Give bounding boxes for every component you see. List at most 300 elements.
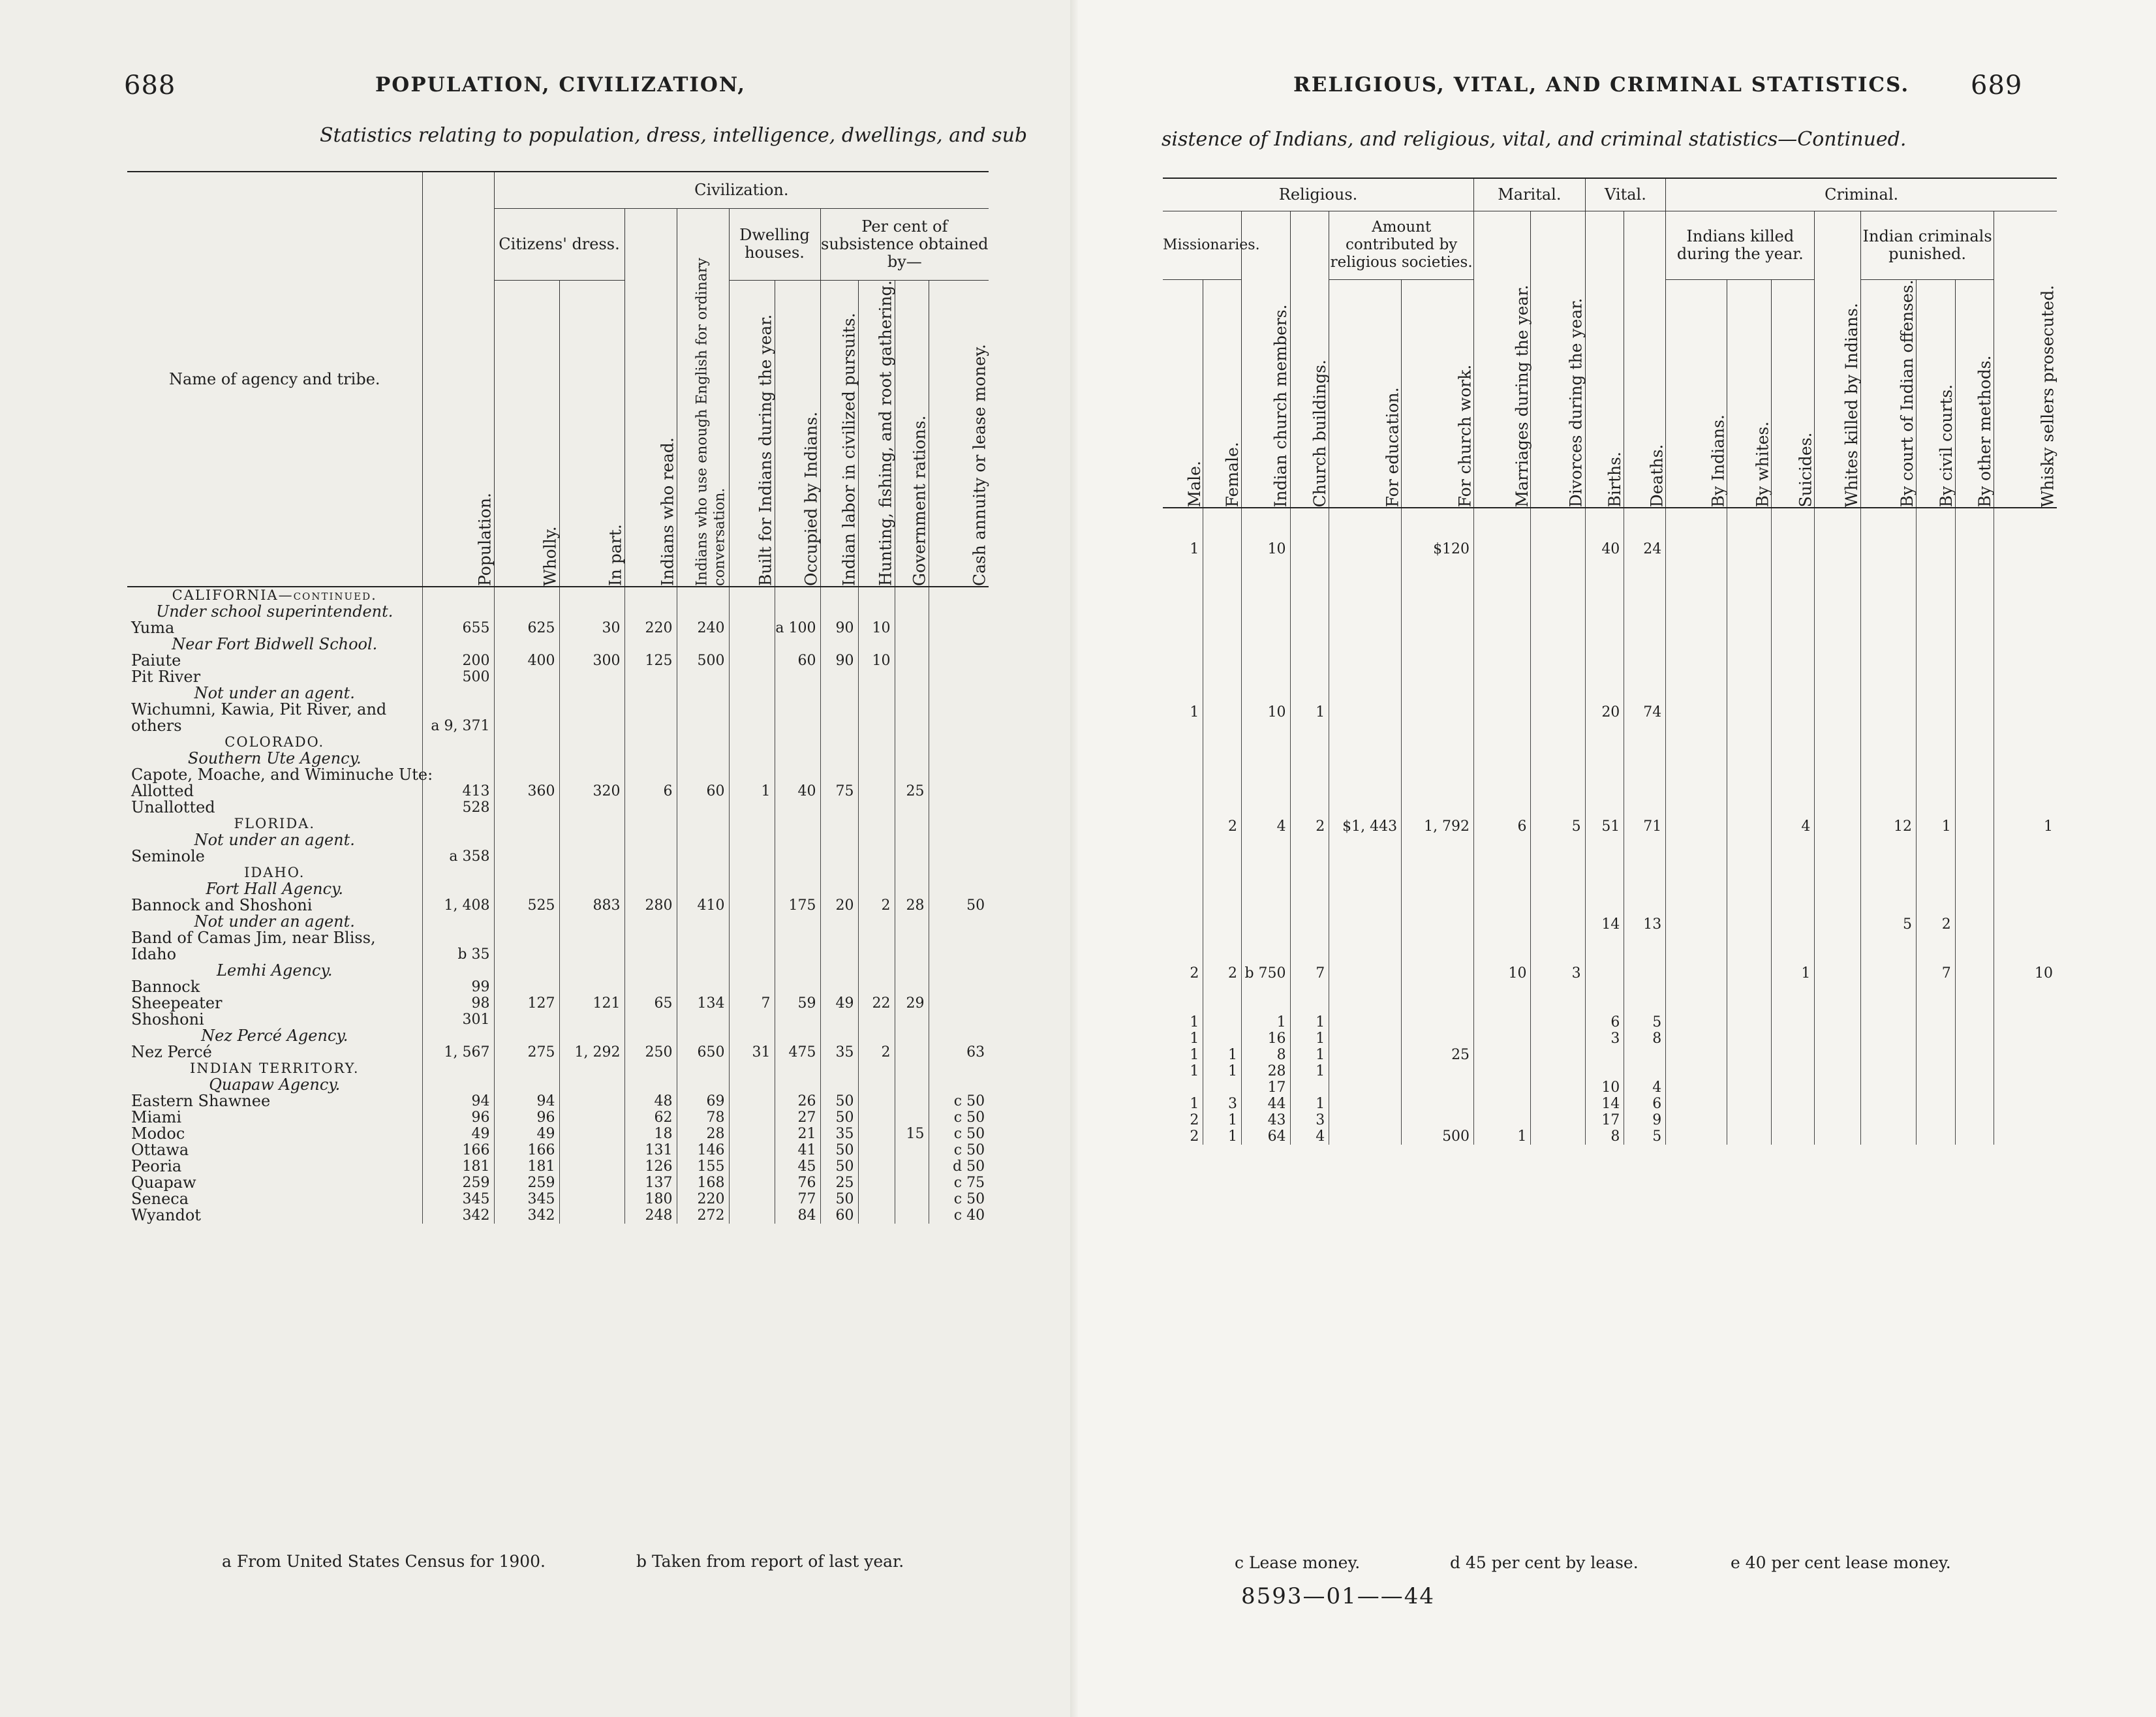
stat-cell [1666, 623, 1727, 639]
stat-cell [1955, 508, 1994, 525]
stat-cell [1815, 884, 1860, 900]
stat-cell [1955, 965, 1994, 982]
stat-cell [1815, 639, 1860, 655]
stat-cell [1666, 590, 1727, 606]
cell-rat [895, 979, 929, 995]
stat-cell: 8 [1624, 1030, 1666, 1047]
cell-cash [929, 620, 989, 636]
stat-cell [1585, 1063, 1624, 1079]
stat-cell [1772, 1063, 1815, 1079]
empty-cell [422, 636, 494, 653]
table-row [1163, 606, 2057, 623]
table-row [1163, 1014, 2057, 1030]
stat-cell [1994, 900, 2057, 916]
empty-cell [775, 963, 820, 979]
empty-cell [624, 1077, 677, 1093]
empty-cell [820, 1077, 858, 1093]
empty-cell [677, 1077, 729, 1093]
stat-cell [1203, 574, 1242, 590]
cell-wholly [494, 799, 559, 816]
cell-rat [895, 1012, 929, 1028]
stat-cell [1329, 1063, 1402, 1079]
stat-cell [1531, 998, 1585, 1014]
signature-mark: 8593—01——44 [1241, 1583, 1436, 1609]
empty-cell [422, 881, 494, 897]
stat-cell [1585, 688, 1624, 704]
table-row [127, 1060, 989, 1077]
agency-heading: Not under an agent. [194, 912, 355, 931]
stat-cell [1624, 672, 1666, 688]
stat-cell [1624, 949, 1666, 965]
stat-cell: 1 [1203, 1063, 1242, 1079]
stat-cell [1474, 525, 1531, 541]
stat-cell: 43 [1241, 1112, 1290, 1128]
table-row [1163, 1047, 2057, 1063]
stat-cell [1727, 900, 1772, 916]
stat-cell [1955, 672, 1994, 688]
stat-cell [1203, 606, 1242, 623]
cell-part [559, 1109, 624, 1126]
agency-heading: Near Fort Bidwell School. [172, 635, 378, 653]
stat-cell [1531, 982, 1585, 998]
stat-cell [1402, 965, 1474, 982]
stat-cell [1531, 606, 1585, 623]
empty-cell [494, 685, 559, 702]
empty-cell [729, 832, 775, 848]
stat-cell [1666, 1063, 1727, 1079]
stat-cell [1815, 818, 1860, 835]
cell-part [559, 669, 624, 685]
stat-cell [1241, 606, 1290, 623]
cell-hunt [858, 767, 895, 783]
cell-labor: 50 [820, 1093, 858, 1109]
cell-pop: 99 [422, 979, 494, 995]
stat-cell [1994, 1047, 2057, 1063]
stat-cell: 10 [1474, 965, 1531, 982]
empty-cell [729, 685, 775, 702]
empty-cell [559, 1028, 624, 1044]
stat-cell [1163, 688, 1203, 704]
empty-cell [729, 963, 775, 979]
empty-cell [624, 587, 677, 604]
empty-cell [820, 636, 858, 653]
empty-cell [820, 865, 858, 881]
stat-cell [1531, 1047, 1585, 1063]
stat-cell [1585, 753, 1624, 769]
stat-cell [1917, 835, 1956, 851]
stat-cell [1402, 525, 1474, 541]
stat-cell [1585, 900, 1624, 916]
stat-cell [1474, 508, 1531, 525]
stat-cell [1994, 884, 2057, 900]
cell-hunt [858, 1191, 895, 1207]
stat-cell [1329, 574, 1402, 590]
table-row [127, 897, 989, 914]
cell-cash: 50 [929, 897, 989, 914]
stat-cell [1994, 998, 2057, 1014]
stat-cell [1917, 851, 1956, 867]
stat-cell: 6 [1624, 1096, 1666, 1112]
cell-occ: 475 [775, 1044, 820, 1060]
cell-hunt: 2 [858, 1044, 895, 1060]
stat-cell [1955, 867, 1994, 884]
stat-cell [1329, 639, 1402, 655]
stat-cell [1815, 1047, 1860, 1063]
stat-cell [1955, 786, 1994, 802]
stat-cell: 74 [1624, 704, 1666, 720]
stat-cell: 5 [1624, 1128, 1666, 1145]
cell-cash [929, 702, 989, 718]
table-row [127, 1093, 989, 1109]
stat-cell [1917, 1096, 1956, 1112]
stat-cell [1474, 916, 1531, 933]
stat-cell [1727, 851, 1772, 867]
empty-cell [929, 734, 989, 750]
cell-occ [775, 718, 820, 734]
empty-cell [422, 1028, 494, 1044]
cell-labor: 20 [820, 897, 858, 914]
stat-cell [1666, 769, 1727, 786]
stat-cell: 1 [1190, 1047, 1199, 1064]
empty-cell [929, 881, 989, 897]
stat-cell [1772, 916, 1815, 933]
header-suicides: Suicides. [1772, 279, 1815, 508]
stat-cell [1329, 802, 1402, 818]
stat-cell: $120 [1402, 541, 1474, 557]
stat-cell [1727, 818, 1772, 835]
empty-cell [858, 865, 895, 881]
stat-cell [1994, 753, 2057, 769]
cell-hunt [858, 1012, 895, 1028]
empty-cell [929, 1028, 989, 1044]
cell-labor: 50 [820, 1109, 858, 1126]
stat-cell [1860, 639, 1916, 655]
cell-read: 125 [624, 653, 677, 669]
cell-read: 48 [624, 1093, 677, 1109]
stat-cell [1772, 884, 1815, 900]
state-heading: INDIAN TERRITORY. [190, 1060, 360, 1076]
cell-wholly [494, 1012, 559, 1028]
empty-cell [559, 914, 624, 930]
stat-cell [1815, 720, 1860, 737]
stat-cell [1163, 818, 1203, 835]
stat-cell [1474, 557, 1531, 574]
stat-cell [1727, 835, 1772, 851]
stat-cell [1994, 786, 2057, 802]
stat-cell: 10 [1241, 704, 1290, 720]
table-row [127, 604, 989, 620]
stat-cell [1727, 1047, 1772, 1063]
stat-cell [1666, 655, 1727, 672]
stat-cell [1917, 672, 1956, 688]
stat-cell [1290, 786, 1329, 802]
cell-occ: 175 [775, 897, 820, 914]
cell-pop: a 358 [422, 848, 494, 865]
cell-built [729, 848, 775, 865]
cell-occ: 21 [775, 1126, 820, 1142]
cell-pop: 98 [422, 995, 494, 1012]
stat-cell [1860, 1014, 1916, 1030]
empty-cell [677, 832, 729, 848]
cell-built [729, 946, 775, 963]
tribe-name: Modoc [131, 1124, 185, 1143]
stat-cell [1917, 557, 1956, 574]
stat-cell [1290, 835, 1329, 851]
stat-cell [1241, 982, 1290, 998]
stat-cell [1815, 933, 1860, 949]
stat-cell [1531, 884, 1585, 900]
cell-pop: 166 [422, 1142, 494, 1158]
empty-cell [820, 604, 858, 620]
stat-cell [1585, 965, 1624, 982]
table-row [1163, 1079, 2057, 1096]
stat-cell [1994, 688, 2057, 704]
header-marriages: Marriages during the year. [1474, 211, 1531, 508]
stat-cell [1474, 835, 1531, 851]
cell-cash [929, 1012, 989, 1028]
stat-cell: 1, 792 [1402, 818, 1474, 835]
table-row [1163, 949, 2057, 965]
table-row [127, 685, 989, 702]
stat-cell [1860, 900, 1916, 916]
cell-occ [775, 669, 820, 685]
cell-labor: 50 [820, 1158, 858, 1175]
stat-cell [1666, 982, 1727, 998]
cell-hunt [858, 848, 895, 865]
stat-cell [1329, 900, 1402, 916]
tribe-name: Bannock and Shoshoni [131, 896, 313, 914]
stat-cell [1994, 769, 2057, 786]
table-row [1163, 574, 2057, 590]
table-row [127, 881, 989, 897]
stat-cell [1666, 1128, 1727, 1145]
stat-cell [1815, 541, 1860, 557]
cell-wholly: 342 [494, 1207, 559, 1224]
stat-cell [1203, 623, 1242, 639]
stat-cell [1474, 623, 1531, 639]
empty-cell [895, 865, 929, 881]
stat-cell [1531, 737, 1585, 753]
header-indians-killed: Indians killed during the year. [1666, 211, 1815, 279]
stat-cell [1772, 606, 1815, 623]
table-row [127, 653, 989, 669]
cell-eng: 28 [677, 1126, 729, 1142]
cell-part: 30 [559, 620, 624, 636]
cell-cash [929, 767, 989, 783]
empty-cell [775, 816, 820, 832]
cell-part [559, 930, 624, 946]
stat-cell [1955, 655, 1994, 672]
cell-cash [929, 653, 989, 669]
empty-cell [895, 816, 929, 832]
table-row [127, 816, 989, 832]
cell-cash: d 50 [929, 1158, 989, 1175]
stat-cell [1917, 933, 1956, 949]
cell-hunt [858, 930, 895, 946]
table-row [1163, 753, 2057, 769]
cell-occ: 26 [775, 1093, 820, 1109]
cell-built [729, 930, 775, 946]
tribe-name: others [131, 717, 182, 735]
stat-cell: 1 [1241, 1014, 1290, 1030]
agency-heading: Southern Ute Agency. [187, 749, 362, 767]
stat-cell: 3 [1203, 1096, 1242, 1112]
stat-cell [1241, 737, 1290, 753]
empty-cell [775, 750, 820, 767]
stat-cell [1241, 851, 1290, 867]
table-row [1163, 720, 2057, 737]
empty-cell [559, 816, 624, 832]
empty-cell [559, 963, 624, 979]
stat-cell [1955, 884, 1994, 900]
stat-cell [1474, 672, 1531, 688]
empty-cell [775, 865, 820, 881]
cell-labor: 25 [820, 1175, 858, 1191]
stat-cell [1163, 982, 1203, 998]
stat-cell: 16 [1241, 1030, 1290, 1047]
table-row [127, 914, 989, 930]
stat-cell [1585, 884, 1624, 900]
stat-cell [1666, 639, 1727, 655]
stat-cell [1815, 1096, 1860, 1112]
cell-read: 220 [624, 620, 677, 636]
stat-cell [1163, 574, 1203, 590]
page-number-right: 689 [1971, 70, 2023, 101]
stat-cell: 1 [1772, 965, 1815, 982]
cell-occ [775, 799, 820, 816]
stat-cell [1203, 835, 1242, 851]
stat-cell [1624, 802, 1666, 818]
empty-cell [895, 881, 929, 897]
cell-pop [422, 930, 494, 946]
stat-cell [1402, 802, 1474, 818]
right-page [1078, 0, 2156, 1717]
stat-cell [1585, 1047, 1624, 1063]
stat-cell [1163, 606, 1203, 623]
cell-eng [677, 718, 729, 734]
stat-cell [1666, 998, 1727, 1014]
cell-part [559, 1012, 624, 1028]
stat-cell [1917, 1014, 1956, 1030]
stat-cell [1917, 753, 1956, 769]
stat-cell [1290, 998, 1329, 1014]
cell-eng: 155 [677, 1158, 729, 1175]
stat-cell [1860, 998, 1916, 1014]
stat-cell [1474, 982, 1531, 998]
empty-cell [559, 832, 624, 848]
empty-cell [858, 1077, 895, 1093]
header-births: Births. [1585, 211, 1624, 508]
table-row [1163, 623, 2057, 639]
stat-cell [1290, 982, 1329, 998]
stat-cell [1727, 949, 1772, 965]
cell-occ: 59 [775, 995, 820, 1012]
header-hunting: Hunting, fishing, and root gathering. [858, 280, 895, 587]
empty-cell [858, 881, 895, 897]
stat-cell [1772, 557, 1815, 574]
stat-cell [1727, 639, 1772, 655]
stat-cell [1772, 998, 1815, 1014]
stat-cell [1727, 753, 1772, 769]
stat-cell [1994, 1079, 2057, 1096]
stat-cell [1727, 557, 1772, 574]
empty-cell [729, 865, 775, 881]
stat-cell [1727, 867, 1772, 884]
cell-cash [929, 946, 989, 963]
cell-rat [895, 930, 929, 946]
stat-cell [1329, 1128, 1402, 1145]
cell-read: 126 [624, 1158, 677, 1175]
stat-cell [1203, 508, 1242, 525]
stat-cell [1290, 688, 1329, 704]
cell-read [624, 848, 677, 865]
cell-built [729, 1093, 775, 1109]
empty-cell [494, 881, 559, 897]
stat-cell [1772, 623, 1815, 639]
stat-cell [1163, 1079, 1203, 1096]
cell-hunt [858, 1126, 895, 1142]
stat-cell: 1 [1203, 1128, 1242, 1145]
cell-wholly [494, 718, 559, 734]
stat-cell [1163, 933, 1203, 949]
cell-hunt [858, 1175, 895, 1191]
stat-cell [1402, 835, 1474, 851]
stat-cell [1727, 508, 1772, 525]
stat-cell [1955, 802, 1994, 818]
stat-cell [1531, 1030, 1585, 1047]
stat-cell [1860, 1096, 1916, 1112]
stat-cell [1860, 508, 1916, 525]
cell-hunt [858, 946, 895, 963]
stat-cell: 4 [1624, 1079, 1666, 1096]
stat-cell: 2 [1917, 916, 1956, 933]
cell-wholly [494, 930, 559, 946]
stat-cell [1329, 884, 1402, 900]
empty-cell [858, 1060, 895, 1077]
stat-cell [1531, 769, 1585, 786]
stat-cell [1585, 557, 1624, 574]
cell-hunt [858, 799, 895, 816]
stat-cell [1994, 557, 2057, 574]
stat-cell [1624, 835, 1666, 851]
stat-cell [1474, 639, 1531, 655]
header-church-members: Indian church members. [1241, 211, 1290, 508]
stat-cell [1666, 1047, 1727, 1063]
stat-cell [1585, 655, 1624, 672]
cell-occ [775, 946, 820, 963]
stat-cell [1815, 851, 1860, 867]
stat-cell [1772, 769, 1815, 786]
stat-cell [1624, 590, 1666, 606]
table-row [127, 669, 989, 685]
empty-cell [624, 914, 677, 930]
stat-cell [1955, 1047, 1994, 1063]
stat-cell [1955, 851, 1994, 867]
empty-cell [624, 816, 677, 832]
table-row [1163, 1030, 2057, 1047]
cell-part [559, 702, 624, 718]
stat-cell [1290, 639, 1329, 655]
empty-cell [895, 685, 929, 702]
stat-cell [1955, 688, 1994, 704]
stat-cell [1329, 704, 1402, 720]
stat-cell [1585, 933, 1624, 949]
empty-cell [895, 734, 929, 750]
stat-cell [1815, 623, 1860, 639]
empty-cell [494, 604, 559, 620]
cell-hunt: 10 [858, 620, 895, 636]
stat-cell [1474, 949, 1531, 965]
